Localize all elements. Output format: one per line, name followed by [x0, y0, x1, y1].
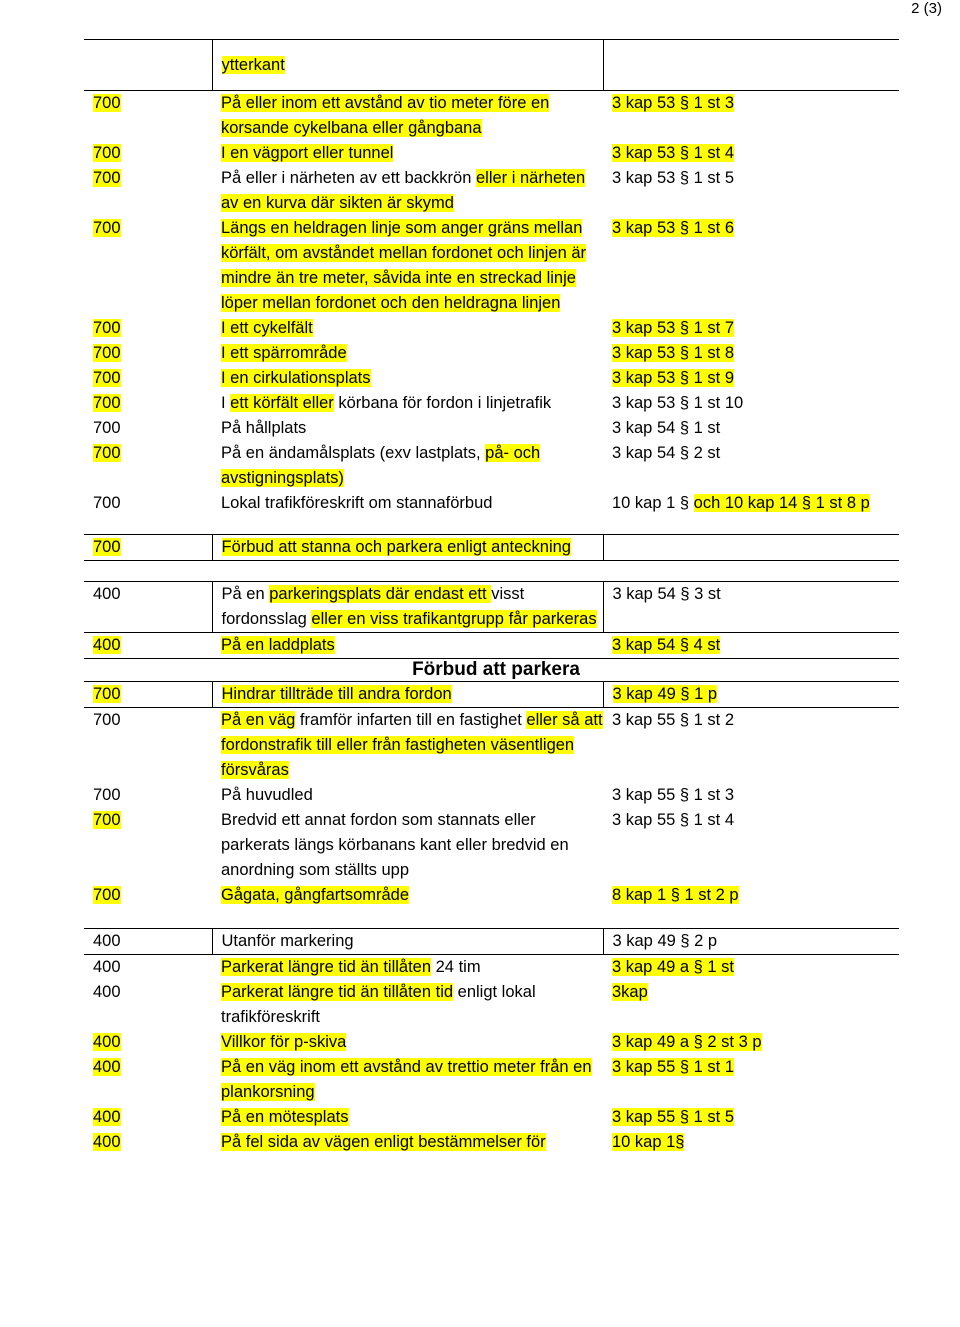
reference-cell [603, 216, 899, 316]
text-segment: 700 [93, 494, 121, 512]
fine-amount-cell [84, 783, 212, 808]
description-cell [212, 1055, 603, 1105]
table-row [84, 1130, 899, 1155]
fine-amount-cell [84, 1055, 212, 1105]
fine-amount-cell [84, 883, 212, 908]
text-segment: framför infarten till en fastighet [295, 711, 527, 729]
text-segment: Gågata, gångfartsområde [221, 886, 410, 904]
description-cell [212, 416, 603, 441]
text-segment: 700 [93, 394, 121, 412]
reference-cell [603, 783, 899, 808]
fine-amount-cell [84, 316, 212, 341]
text-segment: 3 kap 53 § 1 st 4 [612, 144, 735, 162]
text-segment: 3 kap 53 § 1 st 5 [612, 169, 735, 187]
text-segment: 3 kap 55 § 1 st 2 [612, 711, 735, 729]
description-cell [212, 955, 603, 981]
text-segment: ett körfält eller [230, 394, 334, 412]
text-segment: 700 [93, 786, 121, 804]
text-segment: 3 kap 55 § 1 st 5 [612, 1108, 735, 1126]
section-title-row [84, 659, 899, 682]
table-row [84, 216, 899, 316]
text-segment: parkeringsplats där endast ett [269, 585, 492, 603]
fine-amount-cell [84, 1105, 212, 1130]
text-segment: 3 kap 49 § 1 p [612, 685, 718, 703]
text-segment: 3 kap 55 § 1 st 3 [612, 786, 735, 804]
table-row [84, 783, 899, 808]
text-segment: 3 kap 54 § 2 st [612, 444, 721, 462]
table-row [84, 166, 899, 216]
fine-amount-cell [84, 708, 212, 784]
fine-amount-cell [84, 141, 212, 166]
text-segment: 700 [93, 811, 121, 829]
table-row [84, 535, 899, 561]
fine-amount-cell [84, 535, 212, 561]
table-row [84, 955, 899, 981]
text-segment: 700 [93, 319, 121, 337]
spacer-cell [212, 561, 603, 582]
table-row [84, 929, 899, 955]
fine-amount-cell [84, 682, 212, 708]
description-cell [212, 980, 603, 1030]
description-cell [212, 1130, 603, 1155]
fine-amount-cell [84, 441, 212, 491]
table-row [84, 366, 899, 391]
reference-cell [603, 1030, 899, 1055]
text-segment: Längs en heldragen linje som anger gräns mellan körfält, om avståndet mellan fordonet och linjen är mindre än tre meter, såvida inte en streckad linje löper mellan fordonet och den heldragna linjen [221, 219, 587, 312]
description-cell [212, 1030, 603, 1055]
spacer-cell [603, 561, 899, 582]
table-row [84, 1105, 899, 1130]
description-cell [212, 491, 603, 516]
text-segment: 400 [93, 958, 121, 976]
text-segment: 3 kap 55 § 1 st 1 [612, 1058, 735, 1076]
reference-cell [603, 1055, 899, 1105]
reference-cell [603, 808, 899, 883]
description-cell [212, 441, 603, 491]
text-segment: I ett cykelfält [221, 319, 313, 337]
text-segment: ytterkant [221, 55, 285, 74]
text-segment: Parkerat längre tid än tillåten tid [221, 983, 454, 1001]
description-cell [212, 91, 603, 142]
text-segment: Villkor för p-skiva [221, 1033, 347, 1051]
description-cell [212, 141, 603, 166]
table-row [84, 582, 899, 633]
reference-cell [603, 391, 899, 416]
text-segment: På hållplats [221, 419, 307, 437]
table-row [84, 980, 899, 1030]
text-segment: 24 tim [431, 958, 481, 976]
fine-amount-cell [84, 216, 212, 316]
reference-cell [603, 682, 899, 708]
table-row [84, 91, 899, 142]
header-cell-empty [84, 40, 212, 91]
text-segment: 400 [93, 1133, 121, 1151]
fine-amount-cell [84, 491, 212, 516]
description-cell [212, 682, 603, 708]
text-segment: 400 [93, 1033, 121, 1051]
spacer-cell [603, 516, 899, 535]
text-segment: 3 kap 49 a § 2 st 3 p [612, 1033, 762, 1051]
text-segment: Förbud att stanna och parkera enligt anteckning [221, 538, 571, 556]
text-segment: 3 kap 53 § 1 st 9 [612, 369, 735, 387]
table-row [84, 416, 899, 441]
text-segment: Lokal trafikföreskrift om stannaförbud [221, 494, 493, 512]
text-segment: eller en viss trafikantgrupp får parkeras [311, 610, 597, 628]
fine-amount-cell [84, 366, 212, 391]
text-segment: 3 kap 54 § 1 st [612, 419, 721, 437]
header-cell-title [212, 40, 603, 91]
reference-cell [603, 535, 899, 561]
fine-amount-cell [84, 1130, 212, 1155]
description-cell [212, 391, 603, 416]
text-segment: 700 [93, 369, 121, 387]
text-segment: 3 kap 54 § 4 st [612, 636, 721, 654]
table-row [84, 1055, 899, 1105]
table-row [84, 491, 899, 516]
spacer-cell [84, 561, 212, 582]
text-segment: och 10 kap 14 § 1 st 8 p [693, 494, 870, 512]
text-segment: 400 [93, 932, 121, 950]
text-segment: 700 [93, 685, 121, 703]
fine-amount-cell [84, 980, 212, 1030]
text-segment: 700 [93, 886, 121, 904]
fine-amount-cell [84, 416, 212, 441]
reference-cell [603, 341, 899, 366]
reference-cell [603, 955, 899, 981]
fine-amount-cell [84, 582, 212, 633]
fine-amount-cell [84, 166, 212, 216]
description-cell [212, 633, 603, 659]
reference-cell [603, 883, 899, 908]
spacer-row [84, 561, 899, 582]
text-segment: eller i närheten av en kurva där sikten är skymd [221, 169, 586, 212]
spacer-cell [212, 516, 603, 535]
description-cell [212, 316, 603, 341]
text-segment: 8 kap 1 § 1 st 2 p [612, 886, 739, 904]
spacer-cell [84, 516, 212, 535]
text-segment: eller så att fordonstrafik till eller från fastigheten väsentligen försvåras [221, 711, 603, 779]
description-cell [212, 216, 603, 316]
spacer-cell [212, 908, 603, 929]
reference-cell [603, 980, 899, 1030]
table-row [84, 141, 899, 166]
fine-amount-cell [84, 808, 212, 883]
description-cell [212, 341, 603, 366]
text-segment: 3 kap 53 § 1 st 3 [612, 94, 735, 112]
text-segment: på- och avstigningsplats) [221, 444, 541, 487]
text-segment: På eller inom ett avstånd av tio meter före en korsande cykelbana eller gångbana [221, 94, 550, 137]
reference-cell [603, 416, 899, 441]
text-segment: På en [221, 585, 270, 603]
description-cell [212, 929, 603, 955]
reference-cell [603, 441, 899, 491]
section-title: Förbud att parkera [84, 659, 899, 682]
table-row [84, 1030, 899, 1055]
description-cell [212, 166, 603, 216]
text-segment: På eller i närheten av ett backkrön [221, 169, 476, 187]
reference-cell [603, 316, 899, 341]
text-segment: 400 [93, 585, 121, 603]
spacer-cell [603, 908, 899, 929]
text-segment: visst fordonsslag [221, 585, 525, 628]
text-segment: 700 [93, 144, 121, 162]
text-segment: Utanför markering [221, 932, 354, 950]
text-segment: Bredvid ett annat fordon som stannats eller parkerats längs körbanans kant eller bredvid en anordning som ställts upp [221, 811, 569, 879]
reference-cell [603, 633, 899, 659]
text-segment: 10 kap 1§ [612, 1133, 685, 1151]
text-segment: 3kap [612, 983, 648, 1001]
text-segment: På fel sida av vägen enligt bestämmelser för [221, 1133, 546, 1151]
text-segment: 700 [93, 219, 121, 237]
table-row [84, 441, 899, 491]
text-segment: Hindrar tillträde till andra fordon [221, 685, 452, 703]
description-cell [212, 1105, 603, 1130]
text-segment: I ett spärrområde [221, 344, 347, 362]
text-segment: 3 kap 54 § 3 st [612, 585, 721, 603]
table-row [84, 682, 899, 708]
fine-amount-cell [84, 955, 212, 981]
text-segment: 400 [93, 636, 121, 654]
text-segment: På en mötesplats [221, 1108, 349, 1126]
fine-amount-cell [84, 1030, 212, 1055]
reference-cell [603, 929, 899, 955]
text-segment: 700 [93, 711, 121, 729]
text-segment: 700 [93, 169, 121, 187]
reference-cell [603, 91, 899, 142]
text-segment: På en väg [221, 711, 296, 729]
fine-amount-cell [84, 391, 212, 416]
text-segment: I en vägport eller tunnel [221, 144, 394, 162]
reference-cell [603, 1130, 899, 1155]
table-row [84, 341, 899, 366]
text-segment: 400 [93, 983, 121, 1001]
text-segment: 3 kap 49 a § 1 st [612, 958, 735, 976]
table-row [84, 808, 899, 883]
text-segment: 3 kap 55 § 1 st 4 [612, 811, 735, 829]
text-segment: På en ändamålsplats (exv lastplats, [221, 444, 486, 462]
reference-cell [603, 708, 899, 784]
text-segment: 3 kap 53 § 1 st 6 [612, 219, 735, 237]
description-cell [212, 535, 603, 561]
fine-amount-cell [84, 929, 212, 955]
text-segment: körbana för fordon i linjetrafik [333, 394, 552, 412]
table-row [84, 633, 899, 659]
description-cell [212, 783, 603, 808]
header-cell-empty [603, 40, 899, 91]
text-segment: Parkerat längre tid än tillåten [221, 958, 432, 976]
text-segment: I [221, 394, 231, 412]
text-segment: På huvudled [221, 786, 313, 804]
text-segment: 3 kap 49 § 2 p [612, 932, 718, 950]
text-segment: I en cirkulationsplats [221, 369, 371, 387]
reference-cell [603, 166, 899, 216]
text-segment: På en laddplats [221, 636, 335, 654]
page-number: 2 (3) [911, 0, 942, 17]
description-cell [212, 808, 603, 883]
text-segment: 700 [93, 344, 121, 362]
text-segment: 10 kap 1 § [612, 494, 694, 512]
table-row [84, 391, 899, 416]
reference-cell [603, 582, 899, 633]
description-cell [212, 883, 603, 908]
text-segment: 400 [93, 1058, 121, 1076]
text-segment: 700 [93, 444, 121, 462]
text-segment: 3 kap 53 § 1 st 8 [612, 344, 735, 362]
table-row [84, 883, 899, 908]
text-segment: 3 kap 53 § 1 st 10 [612, 394, 744, 412]
fine-amount-cell [84, 91, 212, 142]
spacer-row [84, 908, 899, 929]
regulation-table [84, 39, 899, 1155]
reference-cell [603, 366, 899, 391]
table-row [84, 708, 899, 784]
reference-cell [603, 491, 899, 516]
fine-amount-cell [84, 633, 212, 659]
description-cell [212, 708, 603, 784]
fine-amount-cell [84, 341, 212, 366]
reference-cell [603, 141, 899, 166]
text-segment: 700 [93, 94, 121, 112]
text-segment: 700 [93, 538, 121, 556]
text-segment: 700 [93, 419, 121, 437]
description-cell [212, 582, 603, 633]
spacer-cell [84, 908, 212, 929]
text-segment: 400 [93, 1108, 121, 1126]
text-segment: 3 kap 53 § 1 st 7 [612, 319, 735, 337]
spacer-row [84, 516, 899, 535]
text-segment: enligt lokal trafikföreskrift [221, 983, 536, 1026]
description-cell [212, 366, 603, 391]
text-segment: På en väg inom ett avstånd av trettio meter från en plankorsning [221, 1058, 592, 1101]
table-row [84, 316, 899, 341]
table-header-row [84, 40, 899, 91]
reference-cell [603, 1105, 899, 1130]
